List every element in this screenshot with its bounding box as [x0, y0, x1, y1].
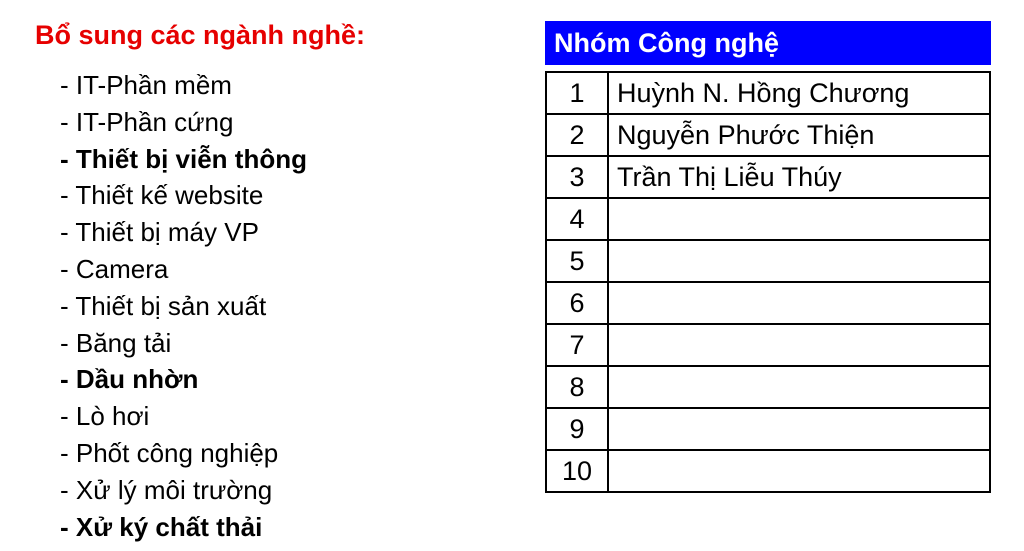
industry-item: - Phốt công nghiệp [60, 437, 279, 468]
member-name: Nguyễn Phước Thiện [608, 114, 990, 156]
industry-item: - IT-Phần mềm [60, 70, 232, 100]
member-name [608, 408, 990, 450]
industry-item: - Thiết kế website [60, 180, 264, 211]
row-number: 4 [546, 198, 608, 240]
row-number: 6 [546, 282, 608, 324]
row-number: 7 [546, 324, 608, 366]
row-number: 2 [546, 114, 608, 156]
industry-item: - Thiết bị viễn thông [60, 143, 307, 174]
industry-item: - Xử lý môi trường [60, 474, 273, 505]
table-row [546, 282, 990, 324]
row-number: 10 [546, 450, 608, 492]
industry-item: - Lò hơi [60, 401, 150, 432]
row-number: 9 [546, 408, 608, 450]
industry-item: - Xử ký chất thải [60, 511, 263, 542]
row-number: 8 [546, 366, 608, 408]
member-name [608, 366, 990, 408]
member-name [608, 282, 990, 324]
group-header: Nhóm Công nghệ [545, 21, 991, 65]
member-name [608, 240, 990, 282]
table-row [546, 324, 990, 366]
row-number: 1 [546, 72, 608, 114]
industry-item: - Thiết bị sản xuất [60, 290, 267, 321]
industry-list [60, 67, 307, 545]
table-row [546, 114, 990, 156]
members-table [545, 71, 991, 493]
member-name [608, 450, 990, 492]
member-name [608, 324, 990, 366]
table-row [546, 450, 990, 492]
member-name: Trần Thị Liễu Thúy [608, 156, 990, 198]
industry-item: - IT-Phần cứng [60, 106, 234, 137]
table-row [546, 366, 990, 408]
row-number: 5 [546, 240, 608, 282]
industry-item: - Dầu nhờn [60, 364, 199, 395]
table-row [546, 156, 990, 198]
industry-item: - Băng tải [60, 327, 172, 358]
table-row [546, 408, 990, 450]
industries-title: Bổ sung các ngành nghề: [35, 20, 366, 50]
table-row [546, 198, 990, 240]
industry-item: - Thiết bị máy VP [60, 217, 259, 248]
member-name [608, 198, 990, 240]
table-row [546, 72, 990, 114]
member-name: Huỳnh N. Hồng Chương [608, 72, 990, 114]
row-number: 3 [546, 156, 608, 198]
industry-item: - Camera [60, 253, 169, 284]
table-row [546, 240, 990, 282]
